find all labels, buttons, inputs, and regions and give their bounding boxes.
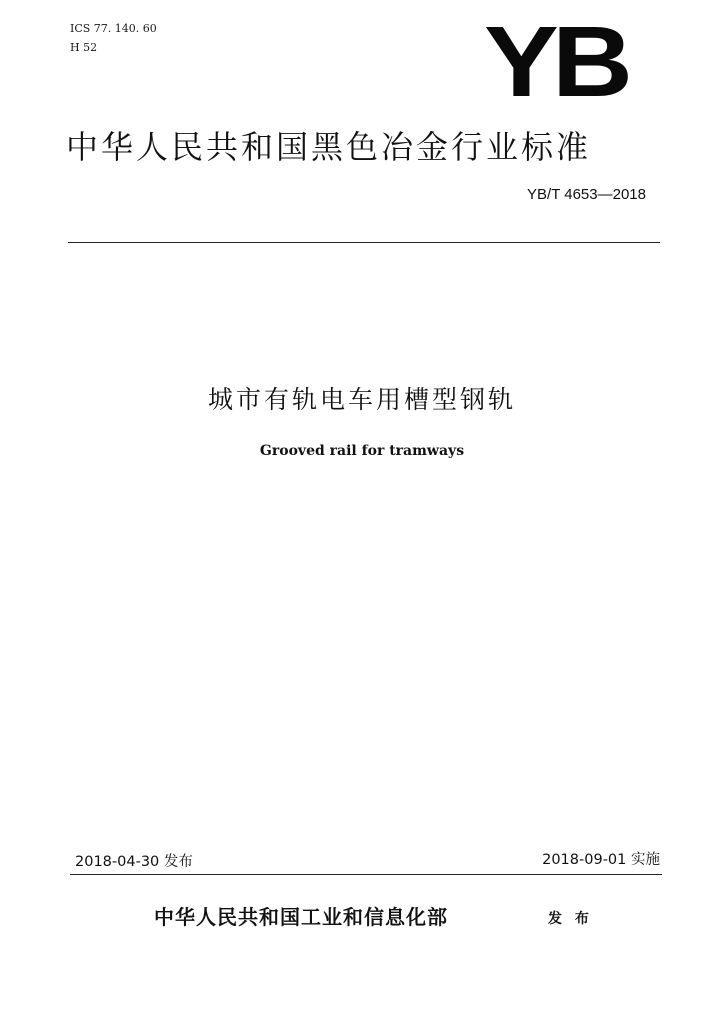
footer-divider xyxy=(70,874,662,875)
header-divider xyxy=(68,242,660,243)
implementation-date: 2018-09-01 实施 xyxy=(542,852,660,868)
publish-label: 发 布 xyxy=(548,911,593,927)
publisher-name: 中华人民共和国工业和信息化部 xyxy=(154,905,448,929)
document-title-chinese: 城市有轨电车用槽型钢轨 xyxy=(207,385,516,414)
standard-authority-title: 中华人民共和国黑色冶金行业标准 xyxy=(66,128,592,166)
yb-logo: YB xyxy=(484,6,627,118)
document-title-english: Grooved rail for tramways xyxy=(259,443,465,459)
ics-code: ICS 77. 140. 60 xyxy=(70,22,157,35)
issue-date: 2018-04-30 发布 xyxy=(75,854,193,870)
standard-number: YB/T 4653—2018 xyxy=(527,186,646,203)
category-code: H 52 xyxy=(70,41,98,54)
